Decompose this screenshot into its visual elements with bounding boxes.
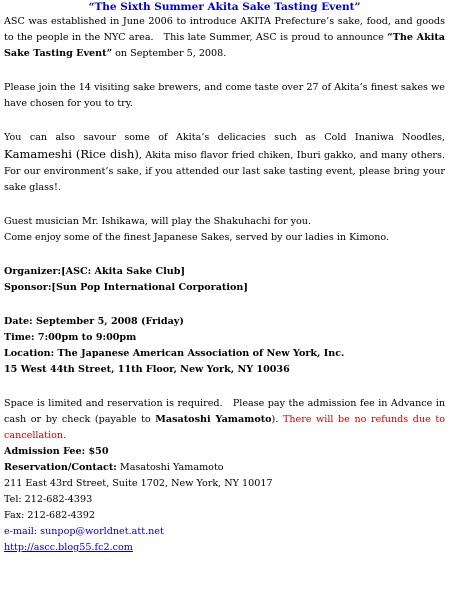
location-line [4, 346, 445, 362]
sponsor-line [4, 280, 445, 296]
spacer [4, 196, 445, 214]
admission-fee-line [4, 444, 445, 460]
blog-link[interactable]: http://ascc.blog55.fc2.com [4, 542, 133, 553]
spacer [4, 378, 445, 396]
intro-paragraph [4, 14, 445, 62]
organizer-text: Organizer:[ASC: Akita Sake Club] [4, 266, 185, 277]
address-line [4, 362, 445, 378]
reservation-mid: ). [271, 414, 283, 425]
event-name: “The Akita Sake Tasting Event” [4, 32, 446, 59]
spacer [4, 112, 445, 130]
contact-name: Masatoshi Yamamoto [116, 462, 224, 473]
delicacies-text: You can also savour some of Akita’s delicacies such as Cold Inaniwa Noodles, [4, 132, 445, 143]
intro-text: ASC was established in June 2006 to introduce AKITA Prefecture’s sake, food, and goods to the people in the NYC area. This late Summer, ASC is proud to announce [4, 16, 445, 43]
contact-address: 211 East 43rd Street, Suite 1702, New York, NY 10017 [4, 478, 273, 489]
intro-date: on September 5, 2008. [112, 48, 227, 59]
date-line [4, 314, 445, 330]
contact-label: Reservation/Contact: [4, 462, 117, 473]
contact-email[interactable]: e-mail: sunpop@worldnet.att.net [4, 526, 164, 537]
page-title: “The Sixth Summer Akita Sake Tasting Event” [88, 1, 361, 13]
join-paragraph: Please join the 14 visiting sake brewers, and come taste over 27 of Akita’s finest sakes we have chosen for you to try. [4, 82, 445, 109]
sponsor-text: Sponsor:[Sun Pop International Corporation] [4, 282, 248, 293]
kamameshi-text: Kamameshi (Rice dish) [4, 147, 139, 161]
refund-warning: There will be no refunds due to cancellation. [4, 414, 446, 441]
date-text: Date: September 5, 2008 (Friday) [4, 316, 184, 327]
time-text: Time: 7:00pm to 9:00pm [4, 332, 137, 343]
kimono-line: Come enjoy some of the finest Japanese Sakes, served by our ladies in Kimono. [4, 232, 390, 243]
location-text: Location: The Japanese American Association of New York, Inc. [4, 348, 345, 359]
spacer [4, 296, 445, 314]
delicacies-paragraph [4, 130, 445, 196]
payee-name: Masatoshi Yamamoto [155, 414, 272, 425]
address-text: 15 West 44th Street, 11th Floor, New York, NY 10036 [4, 364, 290, 375]
musician-line: Guest musician Mr. Ishikawa, will play the Shakuhachi for you. [4, 216, 312, 227]
admission-fee-text: Admission Fee: $50 [4, 446, 109, 457]
organizer-line [4, 264, 445, 280]
delicacies-rest: , Akita miso flavor fried chiken, Iburi gakko, and many others. For our environment’s sake, if you attended our last sake tasting event, please bring your sake glass!. [4, 150, 445, 193]
spacer [4, 62, 445, 80]
contact-tel: Tel: 212-682-4393 [4, 494, 93, 505]
reservation-paragraph [4, 396, 445, 444]
contact-fax: Fax: 212-682-4392 [4, 510, 95, 521]
contact-line [4, 460, 445, 476]
spacer [4, 246, 445, 264]
reservation-text: Space is limited and reservation is required. Please pay the admission fee in Advance in cash or by check (payable to [4, 398, 445, 425]
time-line [4, 330, 445, 346]
